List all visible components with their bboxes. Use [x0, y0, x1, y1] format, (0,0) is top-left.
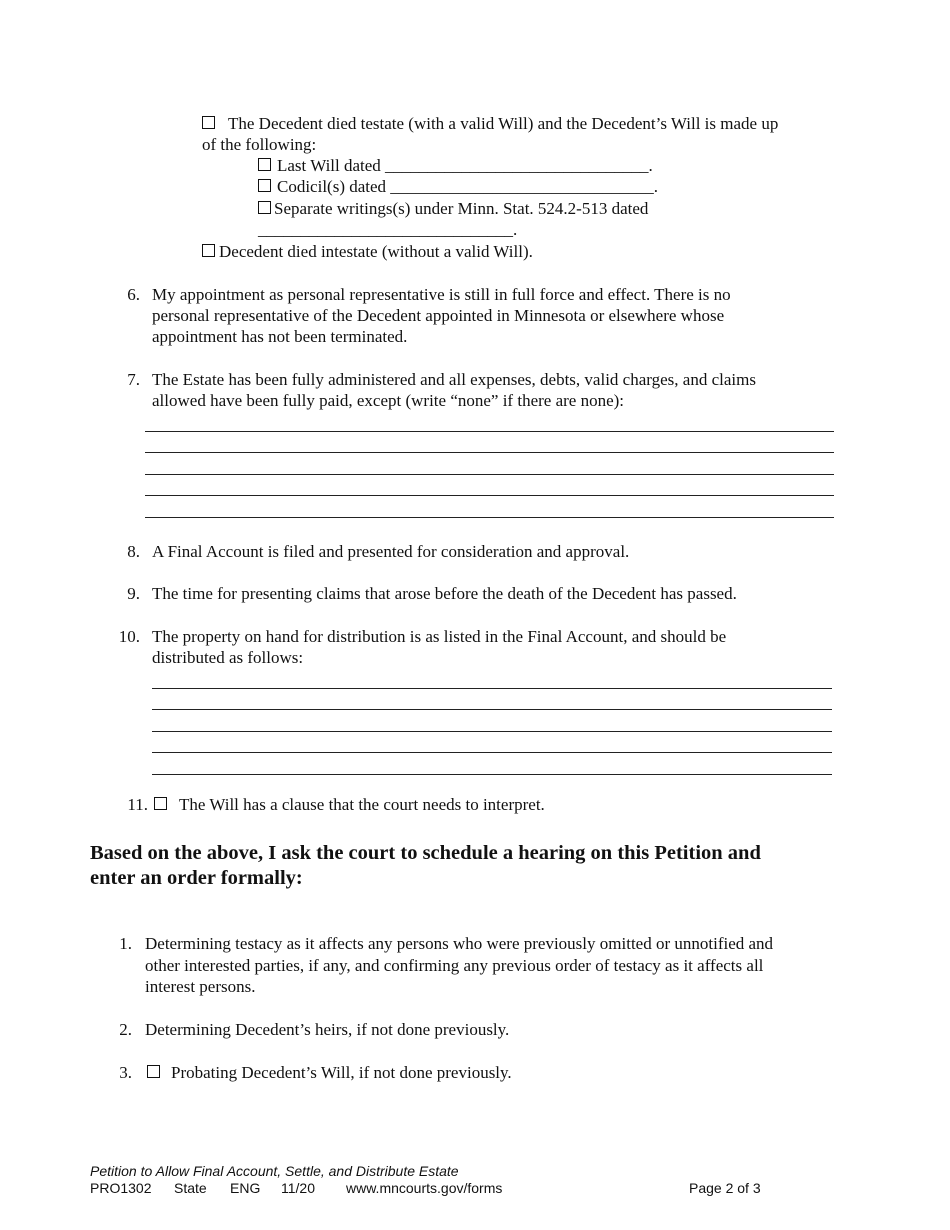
request-2-text: Determining Decedent’s heirs, if not done previously. [145, 1020, 510, 1039]
item-7-blank-line-1[interactable] [145, 431, 834, 432]
item-6-text-3: appointment has not been terminated. [152, 327, 408, 346]
codicil-text: Codicil(s) dated _______________________________. [277, 177, 659, 196]
item-11-checkbox[interactable] [154, 797, 167, 810]
item-10-blank-line-1[interactable] [152, 688, 832, 689]
item-10-blank-line-3[interactable] [152, 731, 832, 732]
request-heading-1: Based on the above, I ask the court to schedule a hearing on this Petition and [90, 842, 761, 864]
item-7-number: 7. [127, 370, 140, 389]
item-6-number: 6. [127, 285, 140, 304]
item-6-text-1: My appointment as personal representative is still in full force and effect. There is no [152, 285, 731, 304]
codicil-line [258, 176, 658, 197]
item-11-number: 11. [127, 795, 148, 814]
item-7-blank-line-4[interactable] [145, 495, 834, 496]
request-1-text-3: interest persons. [145, 977, 256, 996]
intestate-checkbox[interactable] [202, 244, 215, 257]
last-will-text: Last Will dated _______________________________. [277, 156, 653, 175]
footer-language: ENG [230, 1180, 261, 1196]
item-10-text-2: distributed as follows: [152, 648, 304, 667]
request-3-number: 3. [119, 1063, 132, 1082]
last-will-checkbox[interactable] [258, 158, 271, 171]
intestate-text: Decedent died intestate (without a valid Will). [219, 242, 533, 261]
footer-date: 11/20 [281, 1180, 315, 1196]
request-1-text-1: Determining testacy as it affects any persons who were previously omitted or unnotified and [145, 934, 774, 953]
item-7-blank-line-3[interactable] [145, 474, 834, 475]
footer-url[interactable]: www.mncourts.gov/forms [346, 1180, 503, 1196]
footer-form-id: PRO1302 [90, 1180, 152, 1196]
testate-line-1 [202, 113, 778, 134]
item-6-text-2: personal representative of the Decedent appointed in Minnesota or elsewhere whose [152, 306, 725, 325]
testate-checkbox[interactable] [202, 116, 215, 129]
item-10-number: 10. [118, 627, 140, 646]
item-11-text: The Will has a clause that the court needs to interpret. [179, 795, 545, 814]
request-3-line [147, 1062, 512, 1083]
item-9-number: 9. [127, 584, 140, 603]
separate-writings-blank: ______________________________. [258, 220, 518, 239]
intestate-line [202, 241, 533, 262]
item-10-blank-line-2[interactable] [152, 709, 832, 710]
request-1-number: 1. [119, 934, 132, 953]
testate-text-1: The Decedent died testate (with a valid Will) and the Decedent’s Will is made up [228, 114, 779, 133]
separate-writings-checkbox[interactable] [258, 201, 271, 214]
item-11-line [154, 794, 545, 815]
item-9-text: The time for presenting claims that arose before the death of the Decedent has passed. [152, 584, 737, 603]
last-will-line [258, 155, 653, 176]
item-10-blank-line-4[interactable] [152, 752, 832, 753]
request-heading-2: enter an order formally: [90, 867, 303, 889]
item-8-number: 8. [127, 542, 140, 561]
item-7-blank-line-5[interactable] [145, 517, 834, 518]
request-2-number: 2. [119, 1020, 132, 1039]
item-10-text-1: The property on hand for distribution is as listed in the Final Account, and should be [152, 627, 727, 646]
item-7-text-2: allowed have been fully paid, except (write “none” if there are none): [152, 391, 624, 410]
codicil-checkbox[interactable] [258, 179, 271, 192]
separate-writings-text: Separate writings(s) under Minn. Stat. 524.2-513 dated [274, 199, 649, 218]
footer-type: State [174, 1180, 207, 1196]
request-3-text: Probating Decedent’s Will, if not done previously. [171, 1063, 512, 1082]
request-1-text-2: other interested parties, if any, and confirming any previous order of testacy as it affects all [145, 956, 764, 975]
item-7-text-1: The Estate has been fully administered and all expenses, debts, valid charges, and claims [152, 370, 756, 389]
testate-text-2: of the following: [202, 135, 317, 154]
request-3-checkbox[interactable] [147, 1065, 160, 1078]
item-8-text: A Final Account is filed and presented for consideration and approval. [152, 542, 630, 561]
footer-page-number: Page 2 of 3 [689, 1180, 761, 1196]
footer-title: Petition to Allow Final Account, Settle, and Distribute Estate [90, 1163, 459, 1179]
item-10-blank-line-5[interactable] [152, 774, 832, 775]
separate-writings-line [258, 198, 648, 219]
item-7-blank-line-2[interactable] [145, 452, 834, 453]
